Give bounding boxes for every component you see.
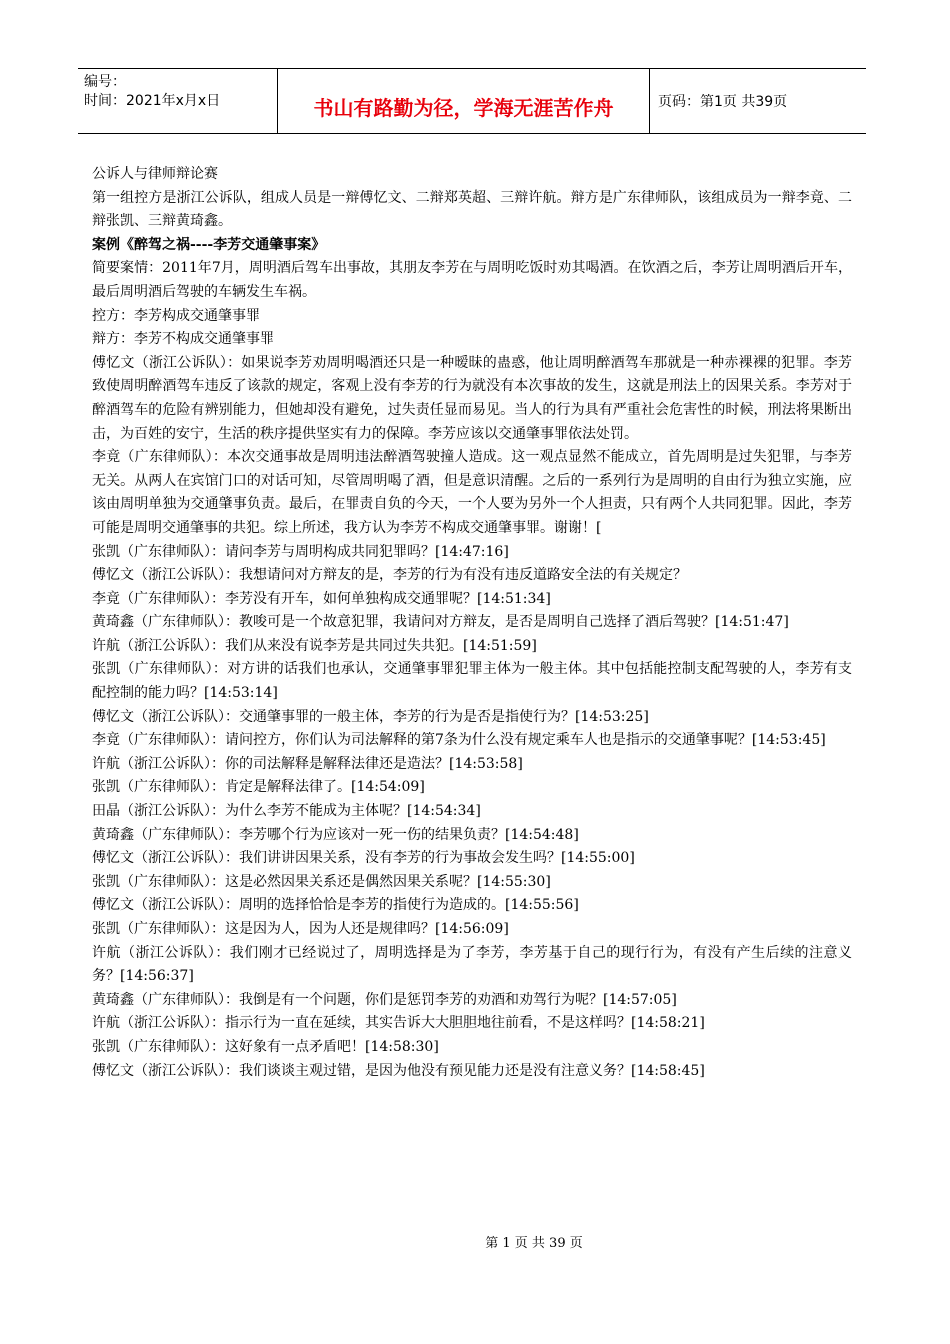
paragraph: 张凯（广东律师队）：这是必然因果关系还是偶然因果关系呢？[14:55:30] xyxy=(92,873,551,890)
paragraph: 李竟（广东律师队）：李芳没有开车，如何单独构成交通罪呢？[14:51:34] xyxy=(92,590,551,607)
prosecution-position: 控方：李芳构成交通肇事罪 xyxy=(92,307,260,324)
paragraph: 张凯（广东律师队）：肯定是解释法律了。[14:54:09] xyxy=(92,779,425,796)
paragraph: 傅忆文（浙江公诉队）：我们讲讲因果关系，没有李芳的行为事故会发生吗？[14:55:00] xyxy=(92,850,635,867)
paragraph: 许航（浙江公诉队）：你的司法解释是解释法律还是造法？[14:53:58] xyxy=(92,755,523,772)
paragraph: 李竟（广东律师队）：请问控方，你们认为司法解释的第7条为什么没有规定乘车人也是指示的交通肇事呢？[14:53:45] xyxy=(92,732,826,749)
document-body xyxy=(92,163,852,1083)
paragraph: 田晶（浙江公诉队）：为什么李芳不能成为主体呢？[14:54:34] xyxy=(92,803,481,820)
paragraph: 傅忆文（浙江公诉队）：如果说李芳劝周明喝酒还只是一种暧昧的蛊惑，他让周明醉酒驾车那就是一种赤裸裸的犯罪。李芳致使周明醉酒驾车违反了该款的规定，客观上没有李芳的行为就没有本次事故的发生，这就是刑法上的因果关系。李芳对于醉酒驾车的危险有辨别能力，但她却没有避免，过失责任显而易见。当人的行为具有严重社会危害性的时候，刑法将果断出击，为百姓的安宁，生活的秩序提供坚实有力的保障。李芳应该以交通肇事罪依法处罚。 xyxy=(92,354,852,442)
doc-title: 公诉人与律师辩论赛 xyxy=(92,166,218,182)
paragraph: 傅忆文（浙江公诉队）：我想请问对方辩友的是，李芳的行为有没有违反道路安全法的有关规定？ xyxy=(92,567,687,584)
page-footer xyxy=(0,1232,950,1251)
number-label: 编号： xyxy=(84,74,126,90)
footer-page-number: 第 1 页 共 39 页 xyxy=(485,1236,583,1251)
paragraph: 黄琦鑫（广东律师队）：李芳哪个行为应该对一死一伤的结果负责？[14:54:48] xyxy=(92,826,579,843)
paragraph: 张凯（广东律师队）：对方讲的话我们也承认，交通肇事罪犯罪主体为一般主体。其中包括能控制支配驾驶的人，李芳有支配控制的能力吗？[14:53:14] xyxy=(92,661,852,702)
paragraph: 黄琦鑫（广东律师队）：教唆可是一个故意犯罪，我请问对方辩友，是否是周明自己选择了酒后驾驶？[14:51:47] xyxy=(92,614,789,631)
header-meta xyxy=(78,69,278,133)
paragraph: 张凯（广东律师队）：这是因为人，因为人还是规律吗？[14:56:09] xyxy=(92,921,509,937)
paragraph: 许航（浙江公诉队）：我们从来没有说李芳是共同过失共犯。[14:51:59] xyxy=(92,637,537,654)
time-label: 时间：2021年x月x日 xyxy=(84,93,221,109)
case-title: 案例《醉驾之祸----李芳交通肇事案》 xyxy=(92,236,326,253)
paragraph: 傅忆文（浙江公诉队）：交通肇事罪的一般主体，李芳的行为是否是指使行为？[14:53:25] xyxy=(92,708,649,725)
paragraph: 李竟（广东律师队）：本次交通事故是周明违法醉酒驾驶撞人造成。这一观点显然不能成立，首先周明是过失犯罪，与李芳无关。从两人在宾馆门口的对话可知，尽管周明喝了酒，但是意识清醒。之后的一系列行为是周明的自由行为独立实施，应该由周明单独为交通肇事负责。最后，在罪责自负的今天，一个人要为另外一个人担责，只有两个人共同犯罪。因此，李芳可能是周明交通肇事的共犯。综上所述，我方认为李芳不构成交通肇事罪。谢谢！[ xyxy=(92,449,852,536)
document-header xyxy=(78,68,866,134)
paragraph: 黄琦鑫（广东律师队）：我倒是有一个问题，你们是惩罚李芳的劝酒和劝驾行为呢？[14:57:05] xyxy=(92,991,677,1008)
paragraph: 傅忆文（浙江公诉队）：我们谈谈主观过错，是因为他没有预见能力还是没有注意义务？[14:58:45] xyxy=(92,1062,705,1079)
paragraph: 许航（浙江公诉队）：我们刚才已经说过了，周明选择是为了李芳，李芳基于自己的现行行为，有没有产生后续的注意义务？[14:56:37] xyxy=(92,944,852,985)
motto: 书山有路勤为径，学海无涯苦作舟 xyxy=(278,69,650,133)
paragraph: 张凯（广东律师队）：这好象有一点矛盾吧！[14:58:30] xyxy=(92,1038,439,1055)
page-info: 页码：第1页 共39页 xyxy=(658,94,788,110)
team-intro: 第一组控方是浙江公诉队，组成人员是一辩傅忆文、二辩郑英超、三辩许航。辩方是广东律师队，该组成员为一辩李竟、二辩张凯、三辩黄琦鑫。 xyxy=(92,189,852,230)
paragraph: 傅忆文（浙江公诉队）：周明的选择恰恰是李芳的指使行为造成的。[14:55:56] xyxy=(92,897,579,914)
paragraph: 张凯（广东律师队）：请问李芳与周明构成共同犯罪吗？[14:47:16] xyxy=(92,543,509,560)
paragraph: 许航（浙江公诉队）：指示行为一直在延续，其实告诉大大胆胆地往前看，不是这样吗？[14:58:21] xyxy=(92,1015,705,1032)
defense-position: 辩方：李芳不构成交通肇事罪 xyxy=(92,331,274,348)
case-summary: 简要案情：2011年7月，周明酒后驾车出事故，其朋友李芳在与周明吃饭时劝其喝酒。在饮酒之后，李芳让周明酒后开车，最后周明酒后驾驶的车辆发生车祸。 xyxy=(92,260,852,300)
